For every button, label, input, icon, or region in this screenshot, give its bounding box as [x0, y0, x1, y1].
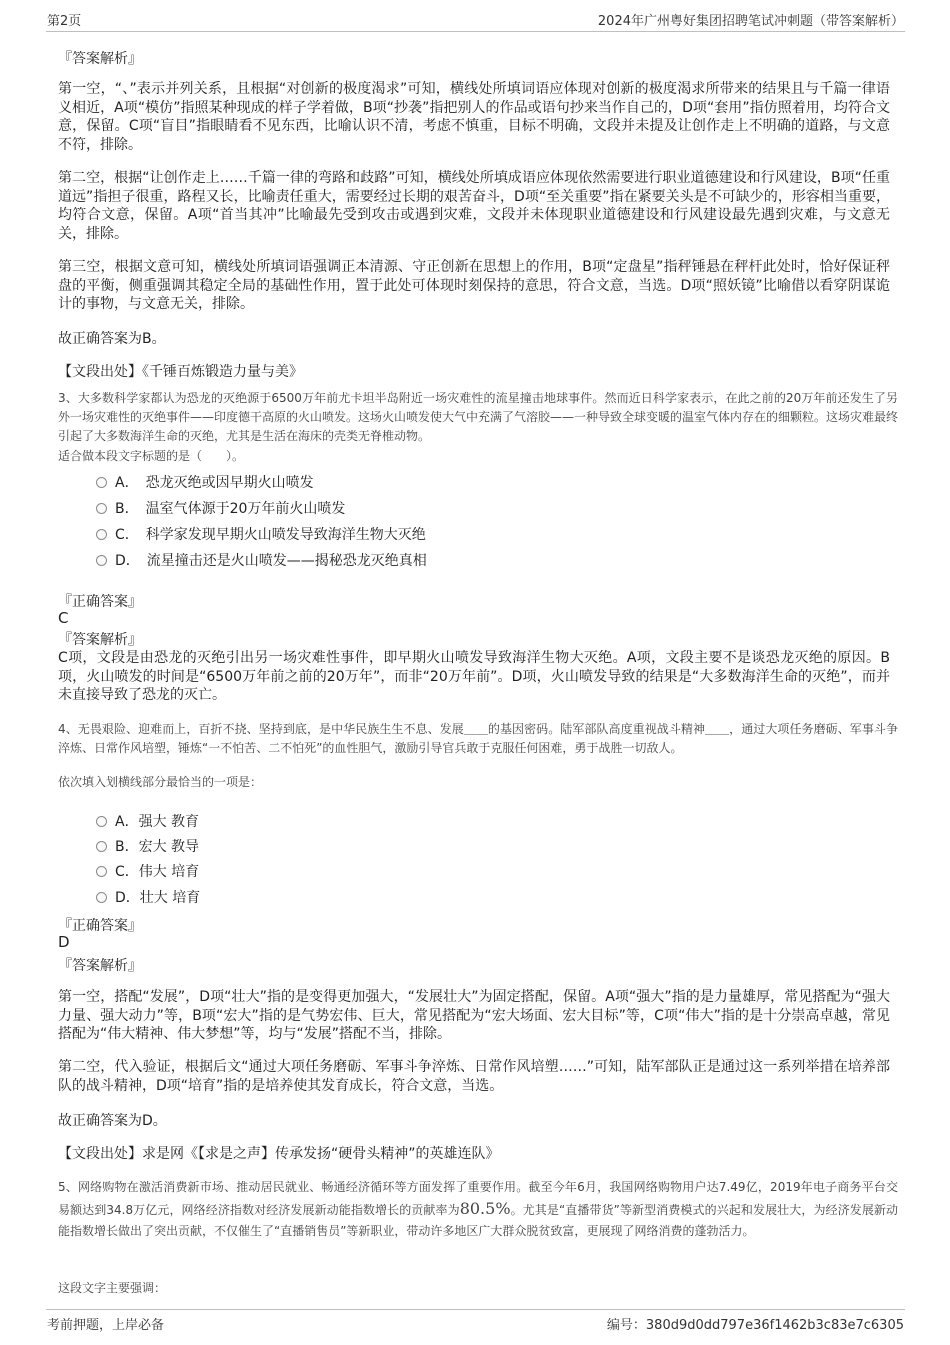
q3-prompt: 适合做本段文字标题的是（ ）。 [58, 449, 245, 463]
q3-answer: C [58, 609, 69, 627]
radio-icon[interactable] [96, 477, 107, 488]
footer-serial: 编号：380d9d0dd797e36f1462b3c83e7c6305 [606, 1318, 904, 1333]
q4-analysis-label: 『答案解析』 [58, 958, 142, 974]
q4-option-a[interactable]: A．强大 教育 [96, 811, 199, 831]
radio-icon[interactable] [96, 841, 107, 852]
q2-analysis-label: 『答案解析』 [58, 51, 142, 67]
q4-prompt: 依次填入划横线部分最恰当的一项是： [58, 775, 263, 789]
q4-stem: 4、无畏艰险、迎难而上，百折不挠、坚持到底，是中华民族生生不息、发展＿＿的基因密码。陆军部队高度重视战斗精神＿＿，通过大项任务磨砺、军事斗争淬炼、日常作风培塑，锤炼“一不怕苦、二不怕死”的血性胆气，激励引导官兵敢于克服任何困难，勇于战胜一切敌人。 [58, 722, 898, 755]
q2-conclusion: 故正确答案为B。 [58, 331, 166, 347]
q5-percentage: 80.5% [459, 1199, 511, 1218]
footer-divider [46, 1309, 905, 1310]
q3-option-c[interactable]: C． 科学家发现早期火山喷发导致海洋生物大灭绝 [96, 524, 426, 544]
q3-stem: 3、大多数科学家都认为恐龙的灭绝源于6500万年前尤卡坦半岛附近一场灾难性的流星撞击地球事件。然而近日科学家表示，在此之前的20万年前还发生了另外一场灾难性的灭绝事件——印度德干高原的火山喷发。这场火山喷发使大气中充满了气溶胶——一种导致全球变暖的温室气体内存在的细颗粒。这场灾难最终引起了大多数海洋生命的灭绝，尤其是生活在海床的壳类无脊椎动物。 [58, 391, 899, 443]
radio-icon[interactable] [96, 866, 107, 877]
radio-icon[interactable] [96, 892, 107, 903]
document-title: 2024年广州粤好集团招聘笔试冲刺题（带答案解析） [597, 14, 904, 29]
q3-answer-label: 『正确答案』 [58, 594, 142, 610]
radio-icon[interactable] [96, 529, 107, 540]
q5-prompt: 这段文字主要强调： [58, 1281, 167, 1295]
q3-analysis: C项，文段是由恐龙的灭绝引出另一场灾难性事件，即早期火山喷发导致海洋生物大灭绝。A项，文段主要不是谈恐龙灭绝的原因。B项，火山喷发的时间是“6500万年前之前的20万年”，而非“20万年前”。D项，火山喷发导致的结果是“大多数海洋生命的灭绝”，而并未直接导致了恐龙的灭亡。 [58, 650, 890, 704]
radio-icon[interactable] [96, 503, 107, 514]
q3-option-b[interactable]: B． 温室气体源于20万年前火山喷发 [96, 498, 345, 518]
q4-analysis-p2: 第二空，代入验证，根据后文“通过大项任务磨砺、军事斗争淬炼、日常作风培塑……”可知，陆军部队正是通过这一系列举措在培养部队的战斗精神，D项“培育”指的是培养使其发育成长，符合文意，当选。 [58, 1059, 890, 1094]
q2-analysis-p1: 第一空，“、”表示并列关系，且根据“对创新的极度渴求”可知，横线处所填词语应体现对创新的极度渴求所带来的结果且与千篇一律语义相近，A项“模仿”指照某种现成的样子学着做，B项“抄袭”指把别人的作品或语句抄来当作自己的，D项“套用”指仿照着用，均符合文意，保留。C项“盲目”指眼睛看不见东西，比喻认识不清，考虑不慎重，目标不明确，文段并未提及让创作走上不明确的道路，与文意不符，排除。 [58, 81, 890, 153]
q2-analysis-p2: 第二空，根据“让创作走上……千篇一律的弯路和歧路”可知，横线处所填成语应体现依然需要进行职业道德建设和行风建设，B项“任重道远”指担子很重，路程又长，比喻责任重大，需要经过长期的艰苦奋斗，D项“至关重要”指在紧要关头是不可缺少的，形容相当重要，均符合文意，保留。A项“首当其冲”比喻最先受到攻击或遇到灾难，文段并未体现职业道德建设和行风建设最先遇到灾难，与文意无关，排除。 [58, 170, 890, 242]
q5-stem: 5、网络购物在激活消费新市场、推动居民就业、畅通经济循环等方面发挥了重要作用。截至今年6月，我国网络购物用户达7.49亿，2019年电子商务平台交易额达到34.8万亿元，网络经济指数对经济发展新动能指数增长的贡献率为80.5%。尤其是“直播带货”等新型消费模式的兴起和发展壮大，为经济发展新动能指数增长做出了突出贡献，不仅催生了“直播销售员”等新职业，带动许多地区广大群众脱贫致富，更展现了网络消费的蓬勃活力。 [58, 1180, 898, 1238]
q4-answer-label: 『正确答案』 [58, 918, 142, 934]
radio-icon[interactable] [96, 555, 107, 566]
q3-option-d[interactable]: D． 流星撞击还是火山喷发——揭秘恐龙灭绝真相 [96, 550, 427, 570]
page-number: 第2页 [47, 14, 82, 29]
q3-option-a[interactable]: A． 恐龙灭绝或因早期火山喷发 [96, 472, 314, 492]
q4-answer: D [58, 933, 70, 951]
q4-conclusion: 故正确答案为D。 [58, 1113, 167, 1129]
q2-source: 【文段出处】《千锤百炼锻造力量与美》 [58, 364, 303, 380]
q4-option-d[interactable]: D．壮大 培育 [96, 887, 200, 907]
q4-analysis-p1: 第一空，搭配“发展”，D项“壮大”指的是变得更加强大，“发展壮大”为固定搭配，保留。A项“强大”指的是力量雄厚，常见搭配为“强大力量、强大动力”等，B项“宏大”指的是气势宏伟、巨大，常见搭配为“宏大场面、宏大目标”等，C项“伟大”指的是十分崇高卓越，常见搭配为“伟大精神、伟大梦想”等，均与“发展”搭配不当，排除。 [58, 989, 890, 1043]
q3-analysis-label: 『答案解析』 [58, 632, 142, 648]
radio-icon[interactable] [96, 816, 107, 827]
q4-option-c[interactable]: C．伟大 培育 [96, 861, 199, 881]
q4-option-b[interactable]: B．宏大 教导 [96, 836, 199, 856]
q2-analysis-p3: 第三空，根据文意可知，横线处所填词语强调正本清源、守正创新在思想上的作用，B项“定盘星”指秤锤悬在秤杆此处时，恰好保证秤盘的平衡，侧重强调其稳定全局的基础性作用，置于此处可体现时刻保持的意思，符合文意，当选。D项“照妖镜”比喻借以看穿阴谋诡计的事物，与文意无关，排除。 [58, 259, 890, 313]
footer-slogan: 考前押题，上岸必备 [47, 1318, 165, 1333]
header-divider [46, 31, 905, 32]
q4-source: 【文段出处】求是网《【求是之声】传承发扬“硬骨头精神”的英雄连队》 [58, 1146, 500, 1162]
